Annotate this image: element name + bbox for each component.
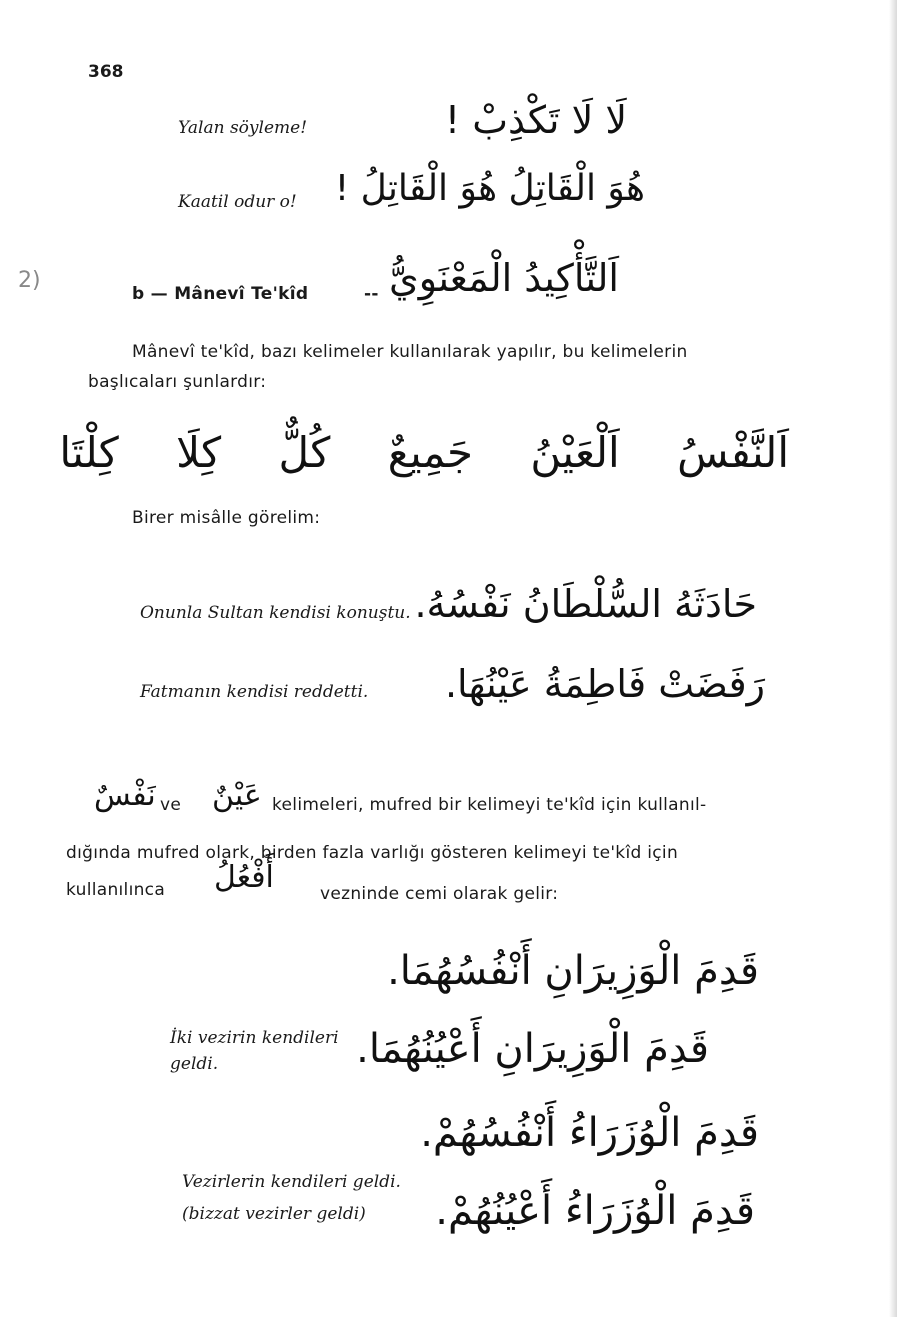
section-heading-arabic: اَلتَّأْكِيدُ الْمَعْنَوِيُّ — [388, 256, 619, 300]
para-line-1: kelimeleri, mufred bir kelimeyi te'kîd için kullanıl- — [272, 795, 707, 815]
example-4-arabic: رَفَضَتْ فَاطِمَةُ عَيْنُهَا. — [444, 662, 765, 706]
example-5-arabic: قَدِمَ الْوَزِيرَانِ أَنْفُسُهُمَا. — [387, 948, 759, 994]
example-1-arabic: لَا لَا تَكْذِبْ ! — [444, 98, 627, 142]
word-kull: كُلٌّ — [278, 428, 331, 477]
misal-label: Birer misâlle görelim: — [132, 508, 321, 528]
example-2-turkish: Kaatil odur o! — [178, 192, 297, 212]
word-nefs: اَلنَّفْسُ — [677, 428, 789, 477]
example-2-arabic: هُوَ الْقَاتِلُ هُوَ الْقَاتِلُ ! — [334, 168, 645, 209]
page-edge-shadow — [889, 0, 897, 1317]
word-kilta: كِلْتَا — [59, 428, 119, 477]
example-3-turkish: Onunla Sultan kendisi konuştu. — [140, 603, 411, 623]
intro-line-1: Mânevî te'kîd, bazı kelimeler kullanılarak yapılır, bu kelimelerin — [132, 342, 688, 362]
word-cemi: جَمِيعٌ — [387, 428, 473, 477]
example-8-arabic: قَدِمَ الْوُزَرَاءُ أَعْيُنُهُمْ. — [435, 1188, 755, 1234]
word-kila: كِلَا — [176, 428, 222, 477]
para-line-3-end: vezninde cemi olarak gelir: — [320, 884, 559, 904]
example-3-arabic: حَادَثَهُ السُّلْطَانُ نَفْسُهُ. — [414, 582, 757, 626]
tekid-words — [59, 428, 789, 477]
example-6-arabic: قَدِمَ الْوَزِيرَانِ أَعْيُنُهُمَا. — [356, 1026, 709, 1072]
example-1-turkish: Yalan söyleme! — [178, 118, 308, 138]
example-7-arabic: قَدِمَ الْوُزَرَاءُ أَنْفُسُهُمْ. — [420, 1110, 759, 1156]
para-word-ayn: عَيْنٌ — [212, 778, 262, 813]
margin-pencil-mark: 2) — [18, 268, 41, 293]
para-pattern-af-ul: أَفْعُلُ — [214, 860, 274, 895]
word-ayn: اَلْعَيْنُ — [530, 428, 620, 477]
section-dash: -- — [364, 284, 379, 304]
para-word-nefs: نَفْسٌ — [94, 778, 156, 813]
page-number: 368 — [88, 62, 124, 82]
para-line-2: dığında mufred olark, birden fazla varlığı gösteren kelimeyi te'kîd için — [66, 843, 679, 863]
example-7-8-turkish-line-2: (bizzat vezirler geldi) — [182, 1204, 366, 1224]
intro-line-2: başlıcaları şunlardır: — [88, 372, 267, 392]
para-ve: ve — [160, 795, 182, 815]
example-7-8-turkish-line-1: Vezirlerin kendileri geldi. — [182, 1172, 401, 1192]
example-5-6-turkish-line-2: geldi. — [170, 1054, 219, 1074]
para-line-3-start: kullanılınca — [66, 880, 166, 900]
example-5-6-turkish-line-1: İki vezirin kendileri — [170, 1028, 339, 1048]
example-4-turkish: Fatmanın kendisi reddetti. — [140, 682, 369, 702]
section-heading: b — Mânevî Te'kîd — [132, 284, 309, 304]
